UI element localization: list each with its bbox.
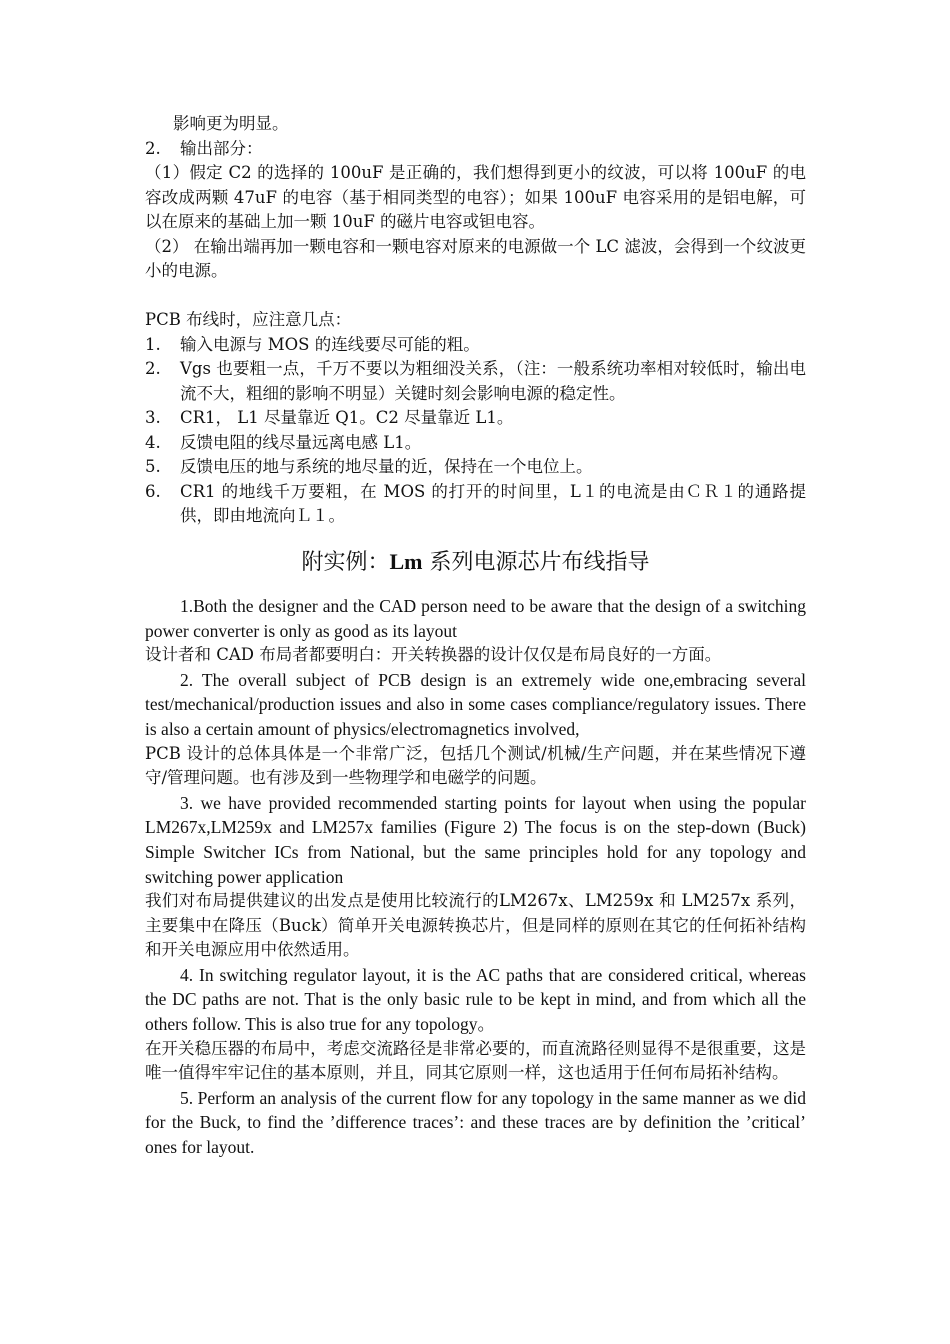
list-item-text: CR1， L1 尽量靠近 Q1。C2 尽量靠近 L1。 bbox=[180, 408, 514, 428]
paragraph-5-en: 5. Perform an analysis of the current flow for any topology in the same manner as we did for the Buck, to find the ’difference traces’: and these traces are by definition the ’critical’ ones for layout. bbox=[145, 1087, 806, 1158]
appendix-heading-prefix: 附实例： bbox=[301, 549, 390, 575]
paragraph-3-en: 3. we have provided recommended starting points for layout when using the popular LM267x,LM259x and LM257x families (Figure 2) The focus is on the step-down (Buck) Simple Switcher ICs from National, but the same principles hold for any topology and switching power application bbox=[145, 792, 806, 887]
list-item-number: 1. bbox=[145, 334, 161, 354]
appendix-heading-bold: Lm bbox=[389, 548, 423, 574]
paragraph-4-en: 4. In switching regulator layout, it is the AC paths that are considered critical, whereas the DC paths are not. That is the only basic rule to be kept in mind, and from which all the others follow. This is also true for any topology。 bbox=[145, 964, 806, 1035]
list-item-number: 2. bbox=[145, 359, 161, 379]
pcb-list bbox=[145, 333, 806, 529]
paragraph-3-zh: 我们对布局提供建议的出发点是使用比较流行的LM267x、LM259x 和 LM257x 系列，主要集中在降压（Buck）简单开关电源转换芯片，但是同样的原则在其它的任何拓补结构和开关电源应用中依然适用。 bbox=[145, 891, 806, 960]
list-item-number: 5. bbox=[145, 457, 161, 477]
list-item-number: 6. bbox=[145, 481, 161, 501]
list-item bbox=[145, 333, 806, 358]
appendix-heading bbox=[145, 547, 806, 578]
list-item-number: 4. bbox=[145, 432, 161, 452]
list-item bbox=[145, 431, 806, 456]
output-item-1: （1）假定 C2 的选择的 100uF 是正确的，我们想得到更小的纹波，可以将 100uF 的电容改成两颗 47uF 的电容（基于相同类型的电容）；如果 100uF 电容采用的是铝电解，可以在原来的基础上加一颗 10uF 的磁片电容或钽电容。 bbox=[145, 163, 806, 232]
output-section-title: 输出部分： bbox=[180, 138, 263, 158]
list-item-text: Vgs 也要粗一点，千万不要以为粗细没关系，（注：一般系统功率相对较低时，输出电流不大，粗细的影响不明显）关键时刻会影响电源的稳定性。 bbox=[180, 359, 806, 403]
output-section-number: 2. bbox=[145, 138, 161, 158]
appendix-heading-suffix: 系列电源芯片布线指导 bbox=[429, 549, 650, 575]
list-item bbox=[145, 406, 806, 431]
intro-continuation: 影响更为明显。 bbox=[173, 114, 289, 133]
list-item-text: 反馈电压的地与系统的地尽量的近，保持在一个电位上。 bbox=[180, 457, 593, 477]
output-item-2: （2） 在输出端再加一颗电容和一颗电容对原来的电源做一个 LC 滤波，会得到一个纹波更小的电源。 bbox=[145, 236, 806, 281]
pcb-intro: PCB 布线时，应注意几点： bbox=[145, 310, 352, 330]
list-item bbox=[145, 357, 806, 406]
list-item bbox=[145, 480, 806, 529]
list-item bbox=[145, 455, 806, 480]
list-item-text: CR1 的地线千万要粗，在 MOS 的打开的时间里，L１的电流是由ＣＲ１的通路提供，即由地流向Ｌ１。 bbox=[180, 481, 806, 526]
output-section-heading bbox=[145, 137, 806, 162]
paragraph-2-zh: PCB 设计的总体具体是一个非常广泛，包括几个测试/机械/生产问题，并在某些情况下遵守/管理问题。也有涉及到一些物理学和电磁学的问题。 bbox=[145, 743, 806, 788]
paragraph-4-zh: 在开关稳压器的布局中，考虑交流路径是非常必要的，而直流路径则显得不是很重要，这是唯一值得牢牢记住的基本原则，并且，同其它原则一样，这也适用于任何布局拓补结构。 bbox=[145, 1038, 806, 1083]
list-item-text: 反馈电阻的线尽量远离电感 L1。 bbox=[180, 432, 422, 452]
list-item-text: 输入电源与 MOS 的连线要尽可能的粗。 bbox=[180, 334, 480, 354]
paragraph-1-en: 1.Both the designer and the CAD person need to be aware that the design of a switching power converter is only as good as its layout bbox=[145, 595, 806, 641]
list-item-number: 3. bbox=[145, 408, 161, 428]
document-page bbox=[145, 112, 806, 1160]
spacer bbox=[145, 284, 806, 309]
paragraph-1-zh: 设计者和 CAD 布局者都要明白：开关转换器的设计仅仅是布局良好的一方面。 bbox=[145, 645, 722, 665]
paragraph-2-en: 2. The overall subject of PCB design is an extremely wide one,embracing several test/mechanical/production issues and also in some cases compliance/regulatory issues. There is also a certain amount of physics/electromagnetics involved, bbox=[145, 669, 806, 739]
